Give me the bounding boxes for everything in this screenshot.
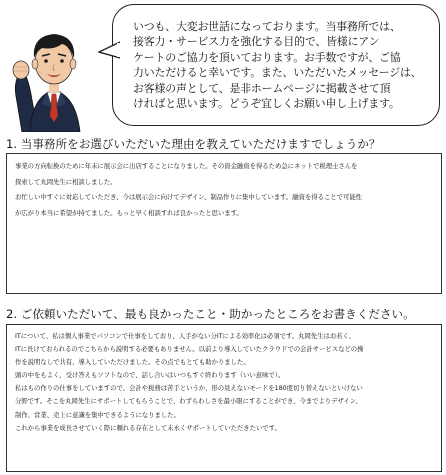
greeting-message: いつも、大変お世話になっております。当事務所では、 接客力・サービス力を強化する目的で、皆様にアン ケートのご協力を頂いております。お手数ですが、ご協 力いただけると幸いです。また、いただいたメッセージは、 お客様の声として、是非ホームページに掲載させて頂 ければと思います。どうぞ宜しくお願い申し上げます。 bbox=[133, 20, 422, 111]
speech-bubble-tail bbox=[98, 40, 120, 62]
answer-2-text: ITについて、私は個人事業でパソコンで仕事をしており、人手がない分ITによる効率化は必須です。丸岡先生はお若く、 ITに長けておられるのでこちらから説明する必要もありません。以前より導入していたクラウドでの会計サービスなどの操 作を説明なしで共有、導入していただけました。その点でもとても助かりました。 頭の中をもよく、受け答えもソフトなので、話し合いはいつもすぐ終わります（いい意味で）。 私はもの作りの仕事をしていますので、会計や税務は苦手というか、形の見えないモードを180度切り替えないといけない 分野です。そこを丸岡先生にサポートしてもらうことで、わずらわしさを最小限にすることができ、今までよりデザイン、 制作、営業、売上に意識を集中できるようになりました。 これから事業を成長させていく際に頼れる存在として末永くサポートしていただきたいです。 bbox=[15, 332, 364, 432]
answer-1-text: 事業の方向転換のために年末に展示会に出店することになりました。その資金融資を得るため急にネットで税理士さんを 探索して丸岡先生に相談しました。 お忙しい中すぐに対応していただき、今は展示会に向けてデザイン、制品作りに集中しています。融資を得ることで可能性 が広がり本当に希望が持てました。もっと早く相談すれば良かったと思います。 bbox=[15, 162, 363, 218]
speech-bubble bbox=[112, 4, 440, 126]
answer-2-box bbox=[6, 324, 442, 472]
question-1-label: 1. 当事務所をお選びいただいた理由を教えていただけますでしょうか？ bbox=[6, 137, 381, 151]
question-2-label: 2. ご依頼いただいて、最も良かったこと・助かったところをお書きください。 bbox=[6, 307, 415, 321]
answer-1-box bbox=[6, 153, 442, 294]
businessman-fist-pump-icon bbox=[4, 4, 104, 132]
